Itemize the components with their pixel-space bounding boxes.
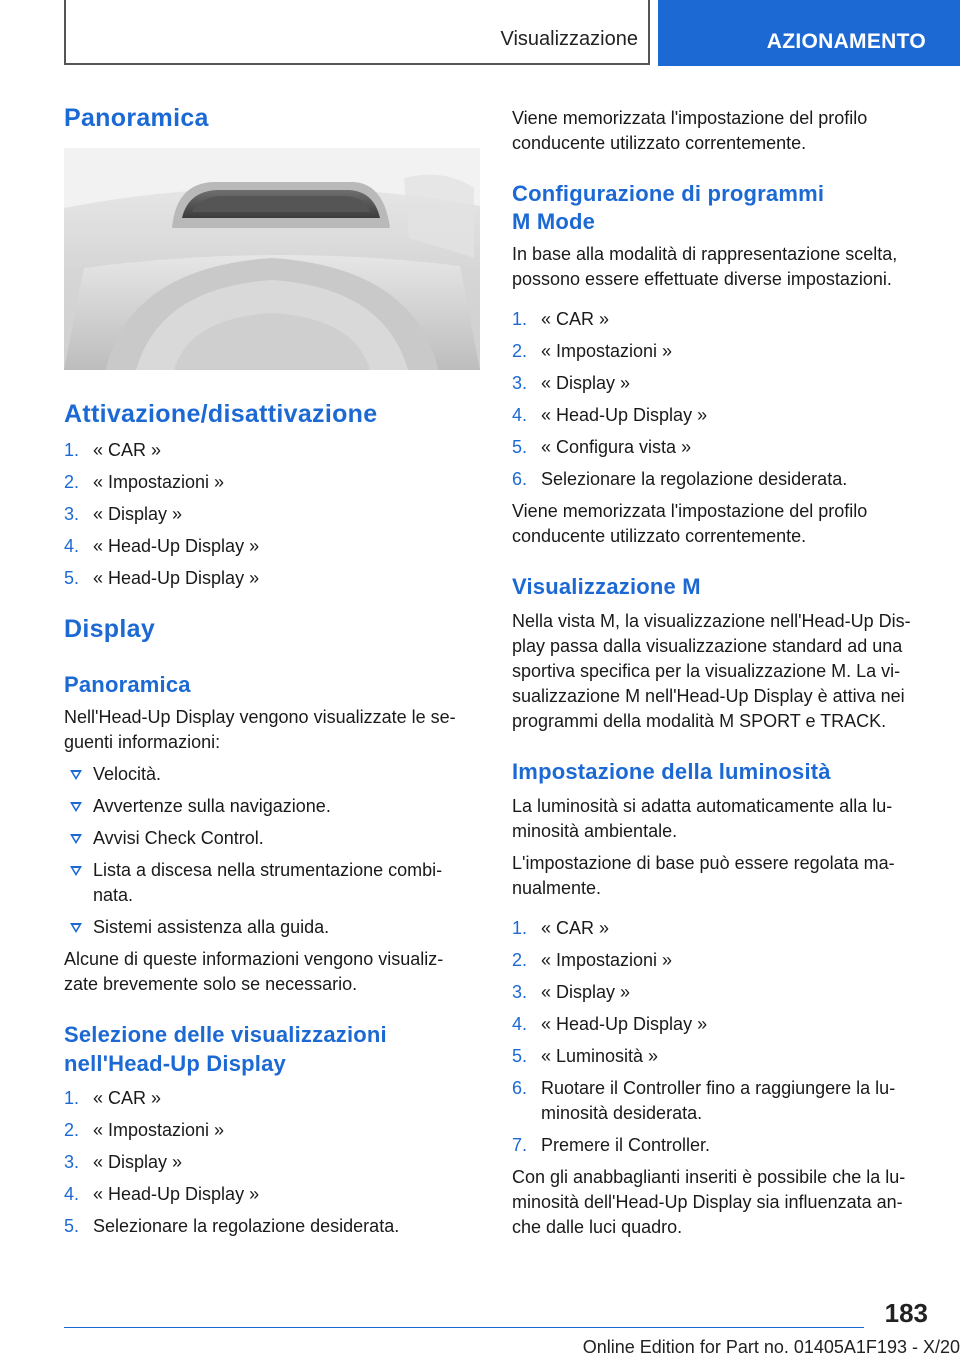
header-section-title: Visualizzazione bbox=[500, 28, 638, 50]
triangle-bullet-icon bbox=[70, 770, 82, 780]
paragraph-line: Nella vista M, la visualizzazione nell'Head-Up Dis- bbox=[512, 611, 911, 631]
paragraph-line: sportiva specifica per la visualizzazione M. La vi- bbox=[512, 661, 901, 681]
head-up-display-photo bbox=[64, 148, 480, 370]
header-rule-bottom bbox=[64, 63, 650, 65]
paragraph-line: guenti informazioni: bbox=[64, 732, 221, 752]
paragraph-line: che dalle luci quadro. bbox=[512, 1217, 683, 1237]
heading-display: Display bbox=[64, 615, 156, 643]
triangle-bullet-icon bbox=[70, 834, 82, 844]
paragraph-line: conducente utilizzato correntemente. bbox=[512, 526, 807, 546]
paragraph-line: L'impostazione di base può essere regolata ma- bbox=[512, 853, 895, 873]
heading-selezione-1: Selezione delle visualizzazioni bbox=[64, 1022, 387, 1047]
paragraph-line: sualizzazione M nell'Head-Up Display è attiva nei bbox=[512, 686, 905, 706]
paragraph-line: Viene memorizzata l'impostazione del profilo bbox=[512, 108, 868, 128]
paragraph-line: play passa dalla visualizzazione standard ad una bbox=[512, 636, 903, 656]
paragraph-line: In base alla modalità di rappresentazione scelta, bbox=[512, 244, 898, 264]
heading-selezione-2: nell'Head-Up Display bbox=[64, 1051, 286, 1076]
paragraph-line: La luminosità si adatta automaticamente alla lu- bbox=[512, 796, 893, 816]
paragraph-line: Con gli anabbaglianti inseriti è possibile che la lu- bbox=[512, 1167, 906, 1187]
header-rule-right bbox=[648, 0, 650, 64]
header-chapter-label: AZIONAMENTO bbox=[766, 30, 926, 53]
heading-config-1: Configurazione di programmi bbox=[512, 181, 825, 206]
paragraph-line: Nell'Head-Up Display vengono visualizzate le se- bbox=[64, 707, 456, 727]
heading-visualizzazione-m: Visualizzazione M bbox=[512, 574, 701, 599]
footer-edition: Online Edition for Part no. 01405A1F193 - X/20 bbox=[582, 1337, 960, 1357]
paragraph-line: minosità dell'Head-Up Display sia influenzata an- bbox=[512, 1192, 903, 1212]
paragraph-line: conducente utilizzato correntemente. bbox=[512, 133, 807, 153]
page-number: 183 bbox=[884, 1298, 928, 1328]
page-header bbox=[0, 0, 960, 66]
triangle-bullet-icon bbox=[70, 802, 82, 812]
heading-panoramica: Panoramica bbox=[64, 104, 209, 132]
paragraph-line: minosità ambientale. bbox=[512, 821, 678, 841]
triangle-bullet-icon bbox=[70, 923, 82, 933]
paragraph-line: Viene memorizzata l'impostazione del profilo bbox=[512, 501, 868, 521]
heading-luminosita: Impostazione della luminosità bbox=[512, 759, 831, 784]
heading-attivazione: Attivazione/disattivazione bbox=[64, 400, 378, 428]
header-chapter-tab[interactable] bbox=[658, 0, 960, 66]
subheading-panoramica: Panoramica bbox=[64, 672, 191, 697]
triangle-bullet-icon bbox=[70, 866, 82, 876]
paragraph-line: Alcune di queste informazioni vengono visualiz- bbox=[64, 949, 444, 969]
paragraph-line: nualmente. bbox=[512, 878, 602, 898]
paragraph-line: programmi della modalità M SPORT e TRACK. bbox=[512, 711, 887, 731]
header-rule-left bbox=[64, 0, 66, 64]
paragraph-line: zate brevemente solo se necessario. bbox=[64, 974, 358, 994]
heading-config-2: M Mode bbox=[512, 209, 596, 234]
paragraph-line: possono essere effettuate diverse impostazioni. bbox=[512, 269, 892, 289]
footer-rule bbox=[64, 1327, 864, 1328]
